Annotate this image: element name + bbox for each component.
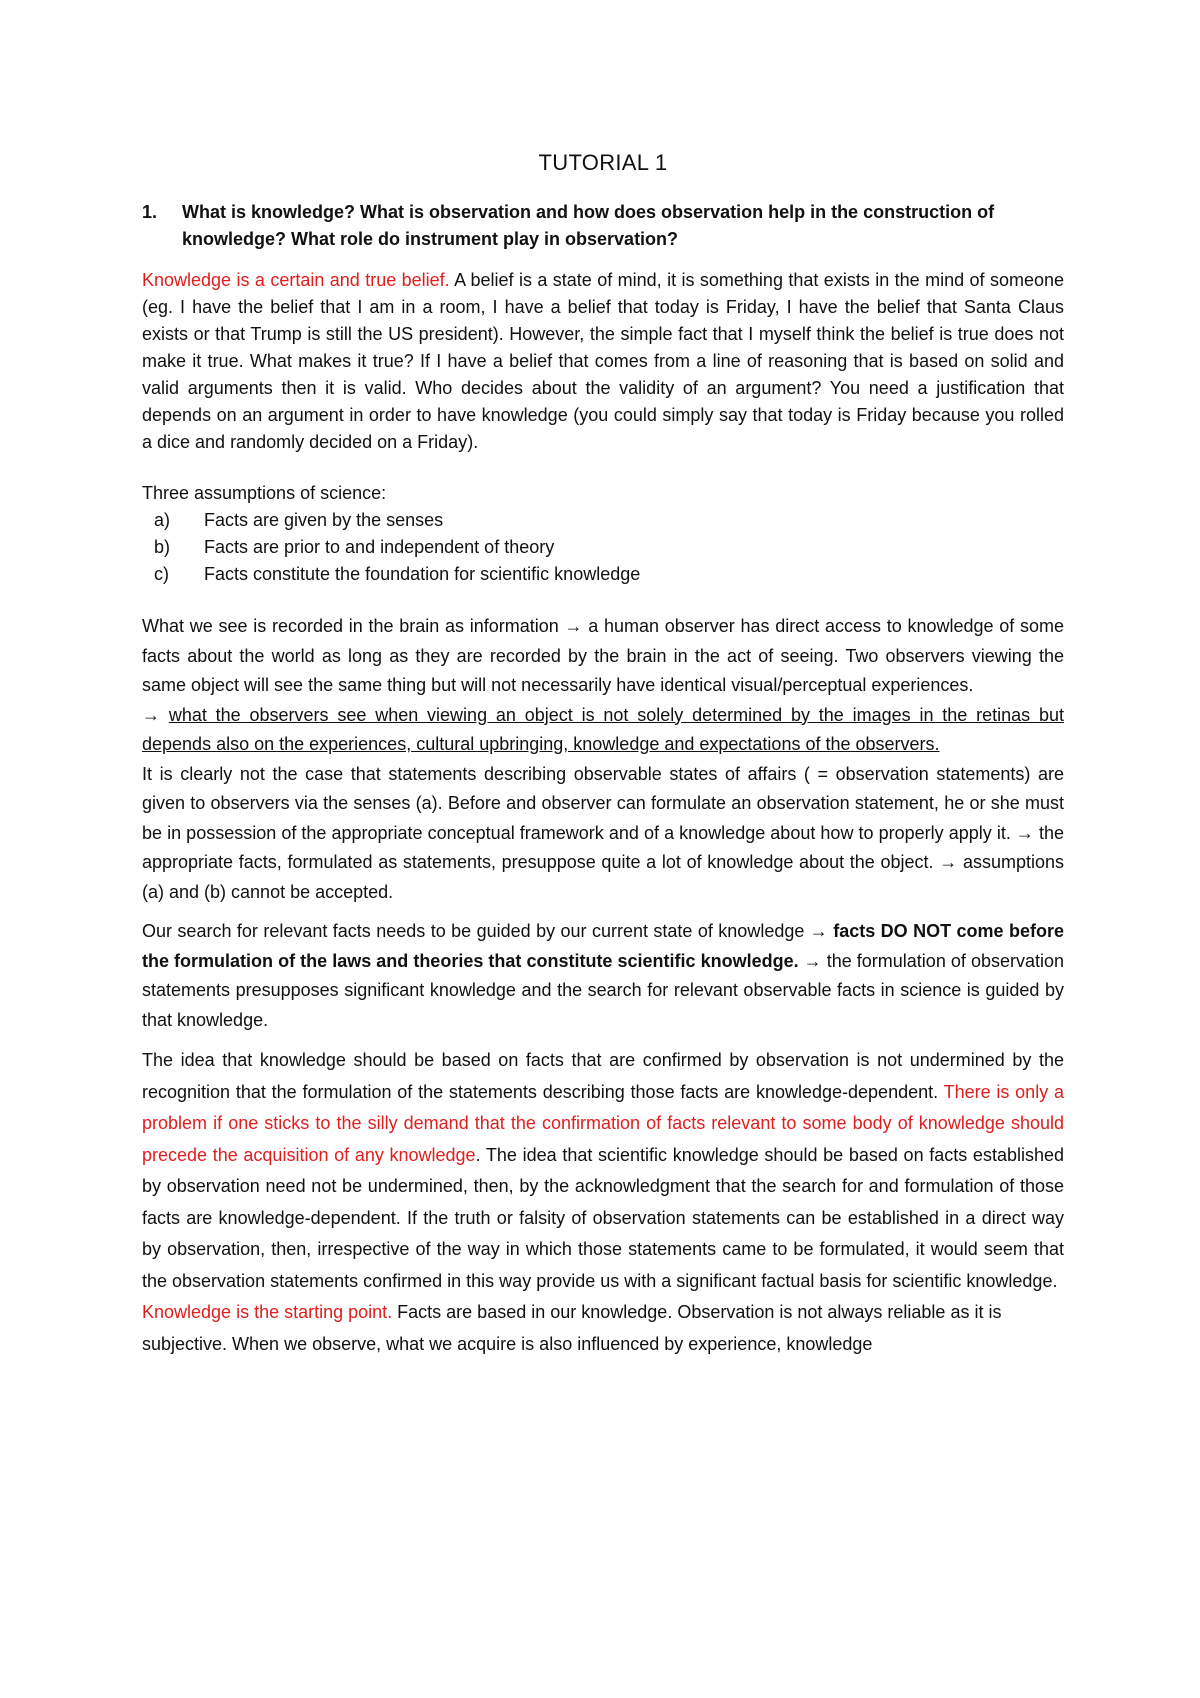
highlight-text: Knowledge is a certain and true belief.	[142, 270, 450, 290]
list-item-label: b)	[154, 537, 171, 557]
list-item-text: Facts are prior to and independent of theory	[204, 537, 555, 557]
document-body	[142, 150, 1064, 1360]
paragraph-knowledge-definition	[142, 267, 1064, 456]
paragraph-search-facts	[142, 917, 1064, 1035]
assumptions-list	[142, 507, 1064, 588]
paragraph-text: → the formulation of observation statements presupposes significant knowledge and the search for relevant observable facts in science is guided by that knowledge.	[142, 950, 1065, 1030]
page-title: TUTORIAL 1	[538, 150, 668, 175]
paragraph-text: A belief is a state of mind, it is something that exists in the mind of someone (eg. I have the belief that I am in a room, I have a belief that today is Friday, I have the belief that Santa Claus exists or that Trump is still the US president). However, the simple fact that I myself think the belief is true does not make it true. What makes it true? If I have a belief that comes from a line of reasoning that is based on solid and valid arguments then it is valid. Who decides about the validity of an argument? You need a justification that depends on an argument in order to have knowledge (you could simply say that today is Friday because you rolled a dice and randomly decided on a Friday).	[142, 270, 1064, 452]
question-number: 1.	[142, 202, 158, 222]
paragraph-text: Our search for relevant facts needs to be guided by our current state of knowledge →	[142, 921, 834, 941]
assumptions-heading: Three assumptions of science:	[142, 483, 387, 503]
paragraph-observation: What we see is recorded in the brain as information → a human observer has direct access to knowledge of some facts about the world as long as they are recorded by the brain in the act of seeing. Two observers viewing the same object will see the same thing but will not necessarily have identical visual/perceptual experiences.	[142, 616, 1064, 695]
bold-text: facts DO NOT come before the formulation of the laws and theories that constitute scientific knowledge.	[142, 921, 1064, 971]
question-text: What is knowledge? What is observation and how does observation help in the construction of knowledge? What role do instrument play in observation?	[182, 202, 995, 249]
paragraph-observers-see	[142, 701, 1064, 760]
paragraph-text: Facts are based in our knowledge. Observation is not always reliable as it is subjective. When we observe, what we acquire is also influenced by experience, knowledge	[142, 1302, 1002, 1354]
highlight-text: There is only a problem if one sticks to the silly demand that the confirmation of facts relevant to some body of knowledge should precede the acquisition of any knowledge	[142, 1081, 1064, 1165]
question-1	[142, 199, 1064, 253]
highlight-text: Knowledge is the starting point.	[142, 1302, 393, 1322]
paragraph-text: . The idea that scientific knowledge should be based on facts established by observation need not be undermined, then, by the acknowledgment that the search for and formulation of those facts are knowledge-dependent. If the truth or falsity of observation statements can be established in a direct way by observation, then, irrespective of the way in which those statements came to be formulated, it would seem that the observation statements confirmed in this way provide us with a significant factual basis for scientific knowledge.	[142, 1144, 1064, 1291]
paragraph-starting-point	[142, 1297, 1064, 1360]
paragraph-text: The idea that knowledge should be based on facts that are confirmed by observation is not undermined by the recognition that the formulation of the statements describing those facts are knowledge-dependent.	[142, 1050, 1064, 1102]
list-item-text: Facts constitute the foundation for scientific knowledge	[204, 564, 641, 584]
arrow-icon: →	[142, 704, 169, 725]
paragraph-observation-statements: It is clearly not the case that statements describing observable states of affairs ( = observation statements) are given to observers via the senses (a). Before and observer can formulate an observation statement, he or she must be in possession of the appropriate conceptual framework and of a knowledge about how to properly apply it. → the appropriate facts, formulated as statements, presuppose quite a lot of knowledge about the object. → assumptions (a) and (b) cannot be accepted.	[142, 763, 1064, 902]
list-item-label: a)	[154, 510, 171, 530]
list-item-text: Facts are given by the senses	[204, 510, 444, 530]
list-item	[142, 507, 1064, 534]
list-item	[142, 534, 1064, 561]
list-item	[142, 561, 1064, 588]
list-item-label: c)	[154, 564, 169, 584]
paragraph-knowledge-dependent	[142, 1045, 1064, 1297]
underlined-text: what the observers see when viewing an object is not solely determined by the images in the retinas but depends also on the experiences, cultural upbringing, knowledge and expectations of the observers.	[142, 704, 1064, 754]
